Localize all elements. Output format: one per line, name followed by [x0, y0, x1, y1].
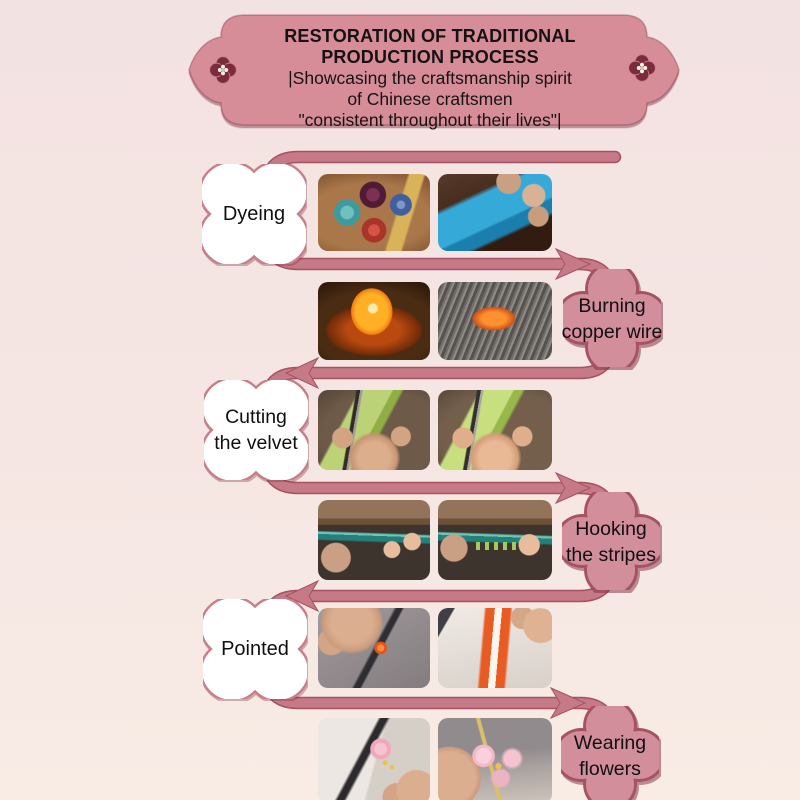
step-label-line: Burning: [578, 295, 646, 317]
photo-cutting-velvet-1: [318, 390, 430, 470]
step-label-dyeing: [189, 202, 319, 226]
banner-subtitle-line: |Showcasing the craftsmanship spirit: [288, 68, 572, 88]
photo-blue-dyed-silk: [438, 174, 552, 251]
step-label-cutting-the-velvet: [172, 404, 340, 456]
banner-subtitle-line: of Chinese craftsmen: [347, 89, 513, 109]
step-label-line: Dyeing: [222, 203, 286, 225]
photo-pink-flower-assembly-2: [438, 718, 552, 800]
step-label-line: the velvet: [214, 432, 298, 454]
step-label-line: Pointed: [221, 638, 289, 660]
photo-copper-wire-embers: [438, 282, 552, 360]
step-label-line: the stripes: [566, 544, 656, 566]
photo-fire-pit: [318, 282, 430, 360]
step-label-burning-copper-wire: [528, 293, 696, 345]
photo-pointed-tip-1: [318, 608, 430, 688]
photo-pointed-tip-2: [438, 608, 552, 688]
photo-pink-flower-assembly-1: [318, 718, 430, 800]
step-label-line: Hooking: [575, 518, 647, 540]
step-label-line: copper wire: [561, 321, 663, 343]
banner-title-line: PRODUCTION PROCESS: [321, 47, 539, 67]
step-label-line: Wearing: [573, 732, 647, 754]
step-label-pointed: [190, 637, 320, 661]
photo-hooking-stripes-2: [438, 500, 552, 580]
step-label-line: Cutting: [225, 406, 287, 428]
photo-hooking-stripes-1: [318, 500, 430, 580]
step-label-line: flowers: [579, 758, 641, 780]
banner-text: [195, 26, 665, 131]
banner-subtitle-line: "consistent throughout their lives"|: [298, 110, 562, 130]
photo-cutting-velvet-2: [438, 390, 552, 470]
photo-dye-pots: [318, 174, 430, 251]
banner-title-line: RESTORATION OF TRADITIONAL: [284, 26, 576, 46]
step-label-hooking-the-stripes: [527, 516, 695, 568]
